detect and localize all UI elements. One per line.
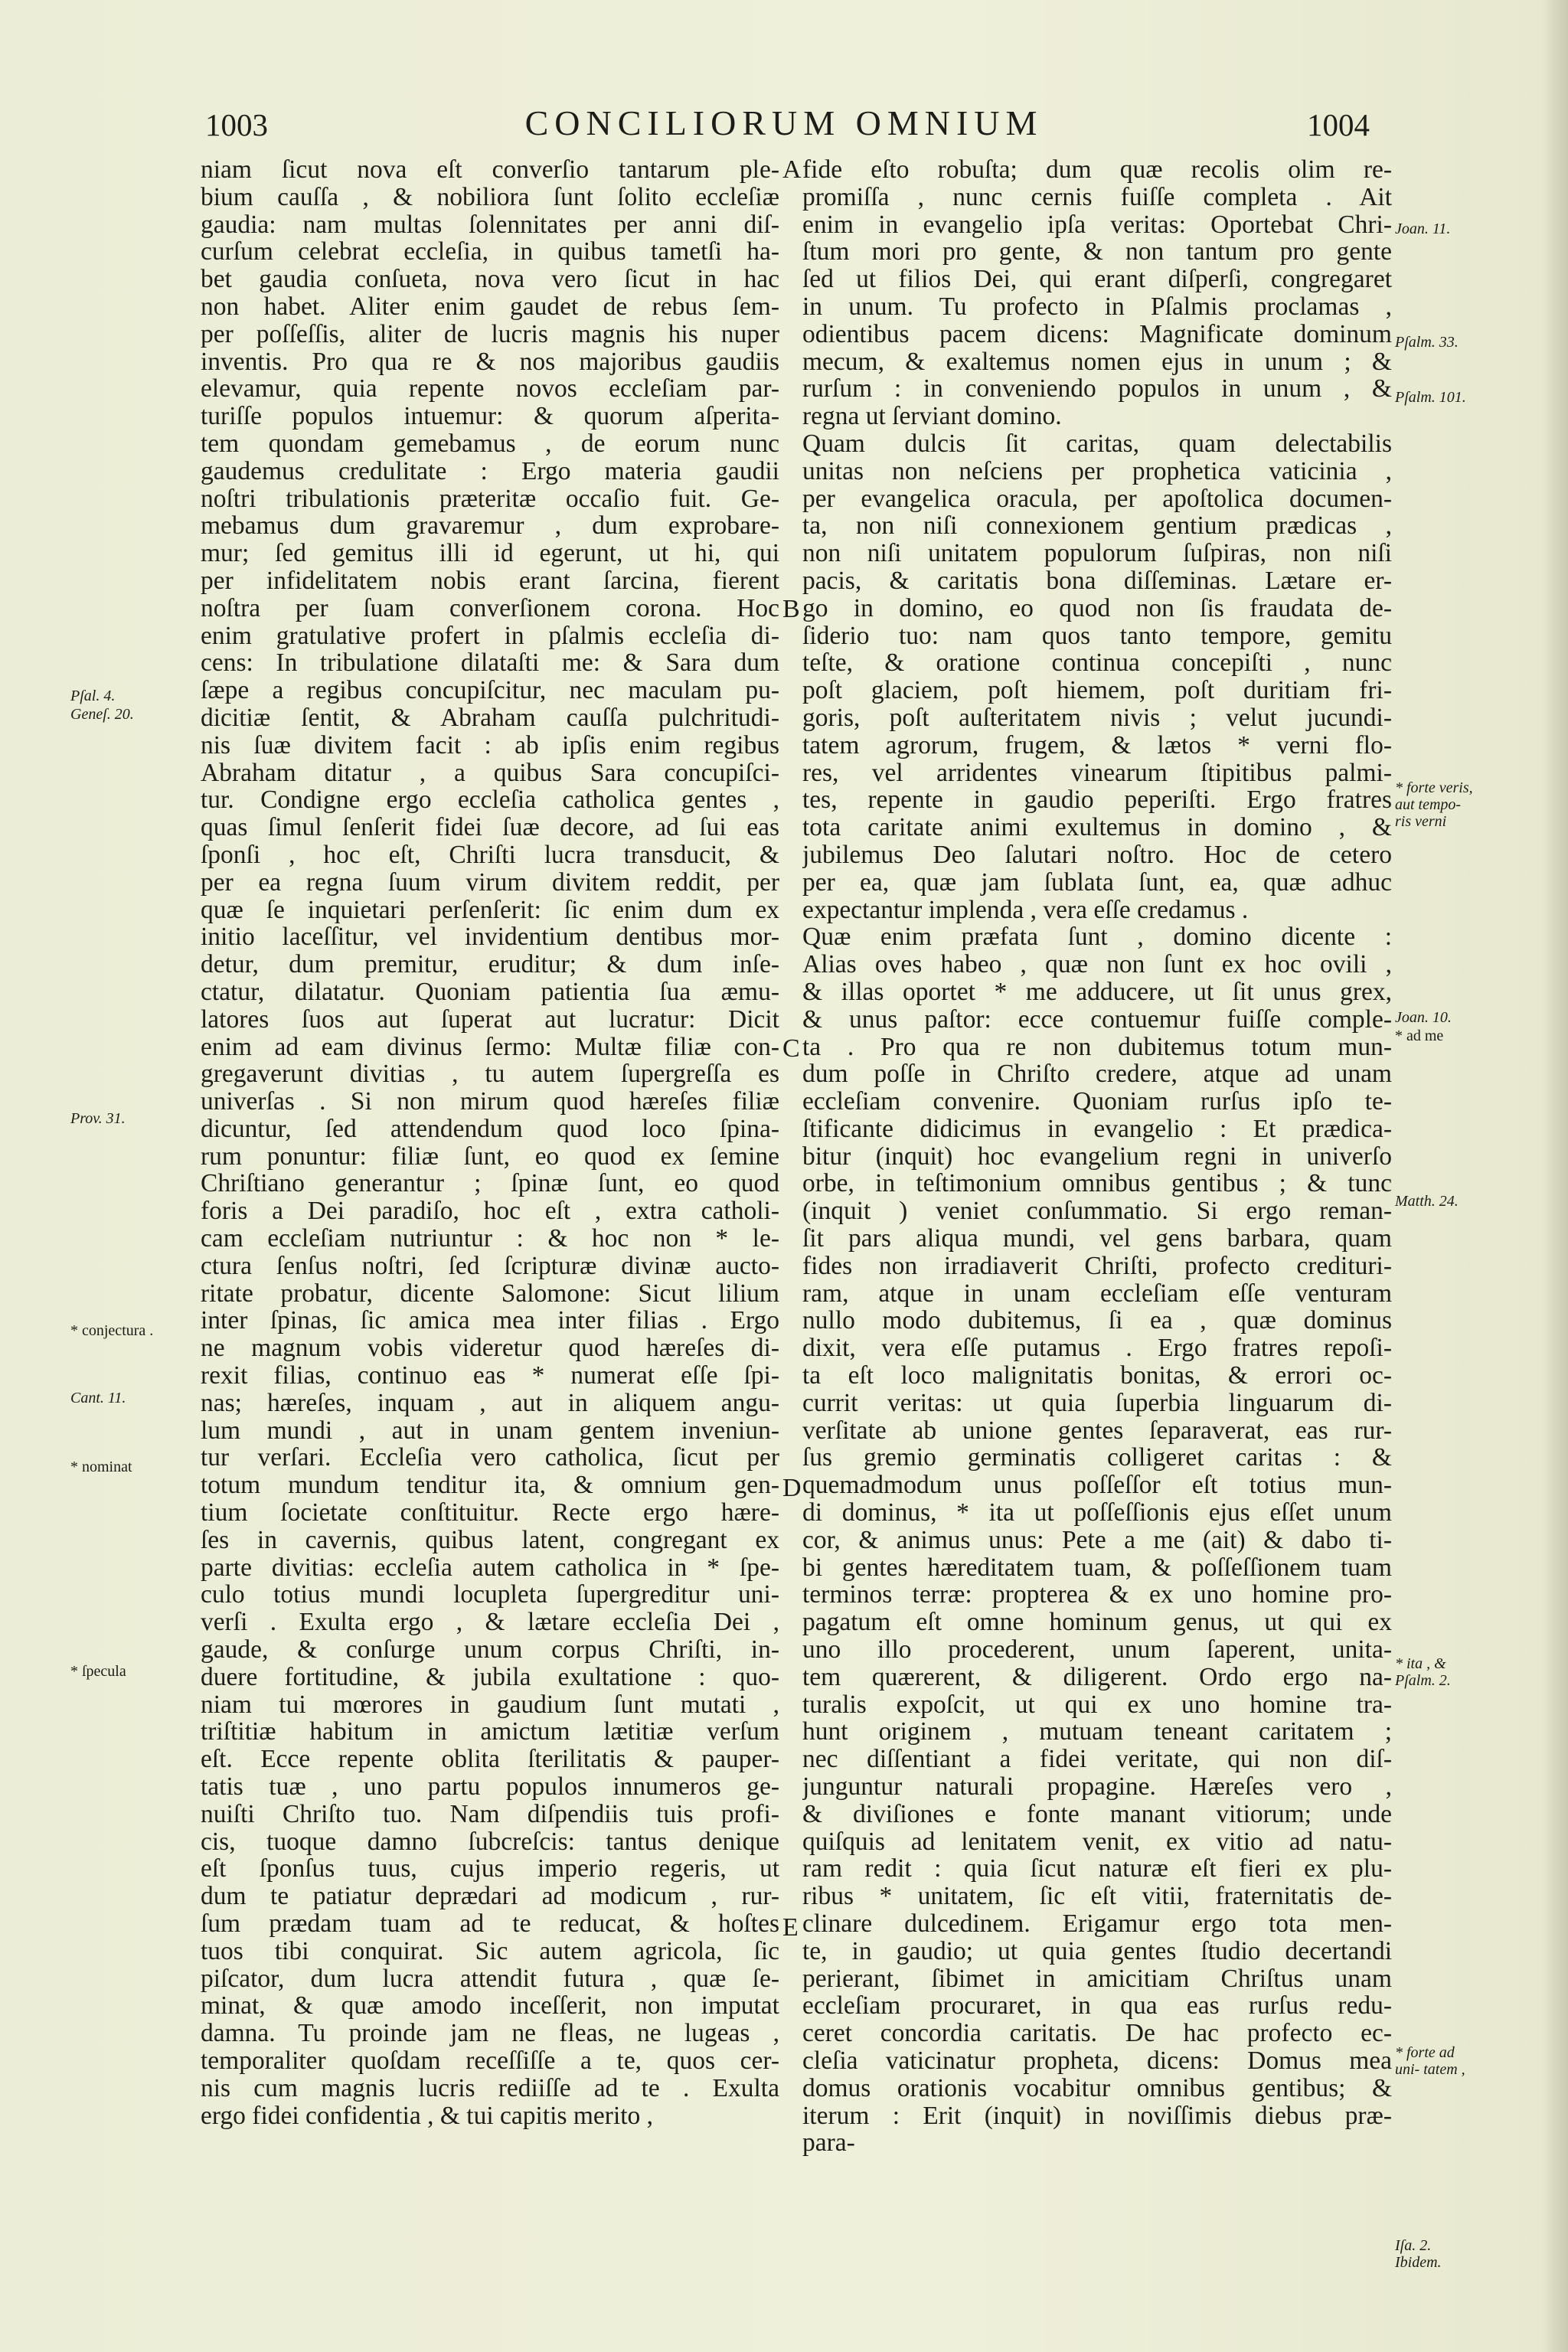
text-line: gregaverunt divitias , tu autem ſupergreſſa es	[201, 1060, 779, 1089]
text-line: turalis expoſcit, ut qui ex uno homine tra-	[802, 1690, 1392, 1719]
margin-note-left: * nominat	[70, 1459, 132, 1475]
text-line: enim gratulative profert in pſalmis eccleſia di-	[201, 622, 779, 650]
section-letter-e: E	[782, 1913, 799, 1942]
text-line: tuos tibi conquirat. Sic autem agricola, ſic	[201, 1937, 779, 1965]
text-line: jubilemus Deo ſalutari noſtro. Hoc de cetero	[802, 841, 1392, 869]
right-text-column	[802, 156, 1392, 2157]
text-line: piſcator, dum lucra attendit futura , quæ ſe-	[201, 1965, 779, 1993]
text-line: expectantur implenda , vera eſſe credamus .	[802, 896, 1249, 924]
text-line: ram redit : quia ſicut naturæ eſt fieri ex plu-	[802, 1855, 1392, 1883]
text-line: tium ſocietate conſtituitur. Recte ergo hære-	[201, 1499, 779, 1527]
margin-note-right: Iſa. 2. Ibidem.	[1395, 2237, 1442, 2271]
text-line: verſi . Exulta ergo , & lætare eccleſia Dei ,	[201, 1609, 779, 1637]
text-line: bi gentes hæreditatem tuam, & poſſeſſionem tuam	[802, 1553, 1392, 1582]
text-line: unitas non neſciens per prophetica vaticinia ,	[802, 457, 1392, 485]
text-line: noſtra per ſuam converſionem corona. Hoc	[201, 594, 779, 622]
text-line: junguntur naturali propagine. Hæreſes vero ,	[802, 1773, 1392, 1801]
text-line: latores ſuos aut ſuperat aut lucratur: Dicit	[201, 1005, 779, 1034]
text-line: & unus paſtor: ecce contuemur fuiſſe comple-	[802, 1005, 1392, 1034]
margin-note-left: Geneſ. 20.	[70, 706, 134, 723]
text-line: ne magnum vobis videretur quod hæreſes di-	[201, 1334, 779, 1363]
text-line: pagatum eſt omne hominum genus, ut qui ex	[802, 1609, 1392, 1637]
text-line: tur verſari. Eccleſia vero catholica, ſicut per	[201, 1444, 779, 1472]
text-line: parte divitias: eccleſia autem catholica in * ſpe-	[201, 1553, 779, 1582]
text-line: inter ſpinas, ſic amica mea inter filias . Ergo	[201, 1307, 779, 1335]
text-line: ctura ſenſus noſtri, ſed ſcripturæ divinæ aucto-	[201, 1252, 779, 1280]
text-line: nis cum magnis lucris rediiſſe ad te . Exulta	[201, 2074, 779, 2102]
text-line: Quam dulcis ſit caritas, quam delectabilis	[802, 430, 1392, 458]
text-line: (inquit ) veniet conſummatio. Si ergo reman-	[802, 1197, 1392, 1226]
section-letter-d: D	[782, 1474, 802, 1502]
text-line: per poſſeſſis, aliter de lucris magnis his nuper	[201, 320, 779, 348]
text-line: ritate probatur, dicente Salomone: Sicut lilium	[201, 1279, 779, 1308]
text-line: cleſia vaticinatur propheta, dicens: Domus mea	[802, 2047, 1392, 2075]
margin-note-right: Pſalm. 101.	[1395, 389, 1466, 406]
text-line: nas; hæreſes, inquam , aut in aliquem angu-	[201, 1389, 779, 1417]
margin-note-right: * ad me	[1395, 1027, 1444, 1044]
margin-note-right: Pſalm. 33.	[1395, 334, 1459, 351]
text-line: duere fortitudine, & jubila exultatione : quo-	[201, 1663, 779, 1691]
text-line: di dominus, * ita ut poſſeſſionis ejus eſſet unum	[802, 1499, 1392, 1527]
margin-note-right: * ita , & Pſalm. 2.	[1395, 1655, 1451, 1689]
text-line: ta, non niſi connexionem gentium prædicas ,	[802, 512, 1392, 541]
text-line: & diviſiones e fonte manant vitiorum; unde	[802, 1800, 1392, 1828]
text-line: domus orationis vocabitur omnibus gentibus; &	[802, 2074, 1392, 2102]
text-line: ta . Pro qua re non dubitemus totum mun-	[802, 1033, 1392, 1061]
text-line: niam tui mœrores in gaudium ſunt mutati ,	[201, 1690, 779, 1719]
text-line: ſponſi , hoc eſt, Chriſti lucra transducit, &	[201, 841, 779, 869]
text-line: ſæpe a regibus concupiſcitur, nec maculam pu-	[201, 677, 779, 704]
text-line: poſt glaciem, poſt hiemem, poſt duritiam fri-	[802, 677, 1392, 704]
text-line: non niſi unitatem populorum ſuſpiras, non niſi	[802, 540, 1392, 567]
text-line: ribus * unitatem, ſic eſt vitii, fraternitatis de-	[802, 1883, 1392, 1910]
text-line: tes, repente in gaudio peperiſti. Ergo fratres	[802, 786, 1392, 815]
margin-note-right: * forte veris, aut tempo- ris verni	[1395, 779, 1473, 830]
text-line: non habet. Aliter enim gaudet de rebus ſem-	[201, 292, 779, 321]
margin-note-left: Prov. 31.	[70, 1110, 126, 1127]
margin-note-left: Cant. 11.	[70, 1390, 126, 1406]
page-gutter-shadow	[1540, 0, 1568, 2352]
section-letter-a: A	[782, 155, 802, 184]
text-line: rurſum : in conveniendo populos in unum , &	[802, 375, 1392, 403]
text-line: inventis. Pro qua re & nos majoribus gaudiis	[201, 348, 779, 376]
text-line: nullo modo dubitemus, ſi ea , quæ dominus	[802, 1307, 1392, 1335]
text-line: cens: In tribulatione dilataſti me: & Sara dum	[201, 649, 779, 678]
text-line: culo totius mundi locupleta ſupergreditur uni-	[201, 1581, 779, 1609]
text-line: eccleſiam convenire. Quoniam rurſus ipſo te-	[802, 1088, 1392, 1116]
text-line: Quæ enim præfata ſunt , domino dicente :	[802, 923, 1392, 952]
text-line: niam ſicut nova eſt converſio tantarum ple-	[201, 156, 779, 184]
text-line: nis ſuæ divitem facit : ab ipſis enim regibus	[201, 731, 779, 760]
text-line: gaudemus credulitate : Ergo materia gaudii	[201, 457, 779, 485]
text-line: ceret concordia caritatis. De hac profecto ec-	[802, 2020, 1392, 2047]
text-line: Abraham ditatur , a quibus Sara concupiſci-	[201, 759, 779, 787]
text-line: cis, tuoque damno ſubcreſcis: tantus denique	[201, 1828, 779, 1856]
text-line: tatem agrorum, frugem, & lætos * verni flo-	[802, 731, 1392, 760]
text-line: uno illo procederent, unum ſaperent, unita-	[802, 1636, 1392, 1664]
text-line: fides non irradiaverit Chriſti, profecto credituri-	[802, 1252, 1392, 1280]
text-line: triſtitiæ habitum in amictum lætitiæ verſum	[201, 1718, 779, 1746]
text-line: res, vel arridentes vinearum ſtipitibus palmi-	[802, 759, 1392, 787]
text-line: ſus gremio germinatis colligeret caritas : &	[802, 1444, 1392, 1472]
text-line: rexit filias, continuo eas * numerat eſſe ſpi-	[201, 1362, 779, 1390]
text-line: eccleſiam procuraret, in qua eas rurſus redu-	[802, 1992, 1392, 2020]
text-line: ſtum mori pro gente, & non tantum pro gente	[802, 238, 1392, 266]
text-line: initio laceſſitur, vel invidentium dentibus mor-	[201, 923, 779, 952]
text-line: para-	[802, 2129, 855, 2158]
margin-note-left: * conjectura .	[70, 1322, 154, 1339]
text-line: per ea, quæ jam ſublata ſunt, ea, quæ adhuc	[802, 868, 1392, 897]
margin-note-left: * ſpecula	[70, 1663, 126, 1680]
section-letter-b: B	[782, 595, 800, 623]
text-line: ctatur, dilatatur. Quoniam patientia ſua æmu-	[201, 978, 779, 1006]
text-line: rum ponuntur: filiæ ſunt, eo quod ex ſemine	[201, 1142, 779, 1171]
text-line: ſes in cavernis, quibus latent, congregant ex	[201, 1526, 779, 1554]
text-line: enim in evangelio ipſa veritas: Oportebat Chri-	[802, 211, 1392, 239]
text-line: temporaliter quoſdam receſſiſſe a te, quos cer-	[201, 2047, 779, 2075]
text-line: ergo fidei confidentia , & tui capitis merito ,	[201, 2102, 654, 2130]
margin-note-right: * forte ad uni- tatem ,	[1395, 2044, 1465, 2078]
text-line: dicitiæ ſentit, & Abraham cauſſa pulchritudi-	[201, 704, 779, 732]
text-line: in unum. Tu profecto in Pſalmis proclamas ,	[802, 292, 1392, 321]
text-line: totum mundum tenditur ita, & omnium gen-	[201, 1472, 779, 1500]
text-line: te, in gaudio; ut quia gentes ſtudio decertandi	[802, 1937, 1392, 1965]
text-line: goris, poſt auſteritatem nivis ; velut jucundi-	[802, 704, 1392, 732]
text-line: teſte, & oratione continua concepiſti , nunc	[802, 649, 1392, 678]
text-line: promiſſa , nunc cernis fuiſſe completa . Ait	[802, 183, 1392, 211]
page-number-right: 1004	[1307, 107, 1370, 142]
text-line: mebamus dum gravaremur , dum exprobare-	[201, 512, 779, 541]
text-line: enim ad eam divinus ſermo: Multæ filiæ con-	[201, 1033, 779, 1061]
text-line: go in domino, eo quod non ſis fraudata de-	[802, 594, 1392, 622]
text-line: quæ ſe inquietari perſenſerit: ſic enim dum ex	[201, 896, 779, 924]
left-text-column	[201, 156, 779, 2129]
text-line: clinare dulcedinem. Erigamur ergo tota men-	[802, 1910, 1392, 1938]
margin-note-left: Pſal. 4.	[70, 688, 116, 704]
text-line: quiſquis ad lenitatem venit, ex vitio ad natu-	[802, 1828, 1392, 1856]
text-line: terminos terræ: propterea & ex uno homine pro-	[802, 1581, 1392, 1609]
text-line: orbe, in teſtimonium omnibus gentibus ; & tunc	[802, 1170, 1392, 1198]
text-line: verſitate ab unione gentes ſeparaverat, eas rur-	[802, 1416, 1392, 1445]
text-line: per infidelitatem nobis erant ſarcina, fierent	[201, 567, 779, 595]
text-line: ſit pars aliqua mundi, vel gens barbara, quam	[802, 1225, 1392, 1253]
text-line: foris a Dei paradiſo, hoc eſt , extra catholi-	[201, 1197, 779, 1226]
text-line: gaude, & conſurge unum corpus Chriſti, in-	[201, 1636, 779, 1664]
text-line: pacis, & caritatis bona diſſeminas. Lætare er-	[802, 567, 1392, 595]
text-line: per evangelica oracula, per apoſtolica documen-	[802, 485, 1392, 513]
text-line: lum mundi , aut in unam gentem inveniun-	[201, 1416, 779, 1445]
text-line: nec diſſentiant a fidei veritate, qui non diſ-	[802, 1746, 1392, 1774]
text-line: tur. Condigne ergo eccleſia catholica gentes ,	[201, 786, 779, 815]
text-line: bet gaudia conſueta, nova vero ſicut in hac	[201, 266, 779, 293]
margin-note-right: Joan. 10.	[1395, 1009, 1452, 1026]
page-number-left: 1003	[205, 107, 268, 142]
text-line: fide eſto robuſta; dum quæ recolis olim re-	[802, 156, 1392, 184]
text-line: dixit, vera eſſe putamus . Ergo fratres repoſi-	[802, 1334, 1392, 1363]
text-line: per ea regna ſuum virum divitem reddit, per	[201, 868, 779, 897]
text-line: nuiſti Chriſto tuo. Nam diſpendiis tuis profi-	[201, 1800, 779, 1828]
running-title: CONCILIORUM OMNIUM	[524, 103, 1044, 142]
text-line: univerſas . Si non mirum quod hæreſes filiæ	[201, 1088, 779, 1116]
text-line: eſt ſponſus tuus, cujus imperio regeris, ut	[201, 1855, 779, 1883]
text-line: ſed ut filios Dei, qui erant diſperſi, congregaret	[802, 266, 1392, 293]
text-line: tota caritate animi exultemus in domino , &	[802, 814, 1392, 841]
text-line: elevamur, quia repente novos eccleſiam par-	[201, 375, 779, 403]
text-line: turiſſe populos intuemur: & quorum aſperita-	[201, 403, 779, 430]
text-line: cam eccleſiam nutriuntur : & hoc non * le-	[201, 1225, 779, 1253]
text-line: tem quondam gemebamus , de eorum nunc	[201, 430, 779, 458]
text-line: detur, dum premitur, eruditur; & dum inſe-	[201, 951, 779, 978]
text-line: tatis tuæ , uno partu populos innumeros ge-	[201, 1773, 779, 1801]
text-line: noſtri tribulationis præteritæ occaſio fuit. Ge-	[201, 485, 779, 513]
text-line: bitur (inquit) hoc evangelium regni in univerſo	[802, 1142, 1392, 1171]
text-line: mecum, & exaltemus nomen ejus in unum ; &	[802, 348, 1392, 376]
text-line: ſum prædam tuam ad te reducat, & hoſtes	[201, 1910, 779, 1938]
text-line: ram, atque in unam eccleſiam eſſe venturam	[802, 1279, 1392, 1308]
margin-note-right: Joan. 11.	[1395, 220, 1451, 237]
text-line: ta eſt loco malignitatis bonitas, & errori oc-	[802, 1362, 1392, 1390]
text-line: iterum : Erit (inquit) in noviſſimis diebus præ-	[802, 2102, 1392, 2130]
text-line: & illas oportet * me adducere, ut ſit unus grex,	[802, 978, 1392, 1006]
margin-note-right: Matth. 24.	[1395, 1193, 1459, 1210]
text-line: dicuntur, ſed attendendum quod loco ſpina-	[201, 1115, 779, 1143]
text-line: mur; ſed gemitus illi id egerunt, ut hi, qui	[201, 540, 779, 567]
text-line: quemadmodum unus poſſeſſor eſt totius mun-	[802, 1472, 1392, 1500]
text-line: gaudia: nam multas ſolennitates per anni diſ-	[201, 211, 779, 239]
text-line: Alias oves habeo , quæ non ſunt ex hoc ovili ,	[802, 951, 1392, 978]
text-line: currit veritas: ut quia ſuperbia linguarum di-	[802, 1389, 1392, 1417]
text-line: curſum celebrat eccleſia, in quibus tametſi ha-	[201, 238, 779, 266]
text-line: odientibus pacem dicens: Magnificate dominum	[802, 320, 1392, 348]
section-letter-c: C	[782, 1034, 800, 1063]
text-line: regna ut ſerviant domino.	[802, 403, 1062, 430]
text-line: hunt originem , mutuam teneant caritatem ;	[802, 1718, 1392, 1746]
text-line: minat, & quæ amodo inceſſerit, non imputat	[201, 1992, 779, 2020]
text-line: eſt. Ecce repente oblita ſterilitatis & pauper-	[201, 1746, 779, 1774]
text-line: bium cauſſa , & nobiliora ſunt ſolito eccleſiæ	[201, 183, 779, 211]
text-line: cor, & animus unus: Pete a me (ait) & dabo ti-	[802, 1526, 1392, 1554]
text-line: tem quærerent, & diligerent. Ordo ergo na-	[802, 1663, 1392, 1691]
text-line: ſiderio tuo: nam quos tanto tempore, gemitu	[802, 622, 1392, 650]
text-line: ſtificante didicimus in evangelio : Et prædica-	[802, 1115, 1392, 1143]
text-line: dum te patiatur deprædari ad modicum , rur-	[201, 1883, 779, 1910]
text-line: damna. Tu proinde jam ne fleas, ne lugeas ,	[201, 2020, 779, 2047]
text-line: quas ſimul ſenſerit fidei ſuæ decore, ad ſui eas	[201, 814, 779, 841]
text-line: dum poſſe in Chriſto credere, atque ad unam	[802, 1060, 1392, 1089]
text-line: perierant, ſibimet in amicitiam Chriſtus unam	[802, 1965, 1392, 1993]
text-line: Chriſtiano generantur ; ſpinæ ſunt, eo quod	[201, 1170, 779, 1198]
